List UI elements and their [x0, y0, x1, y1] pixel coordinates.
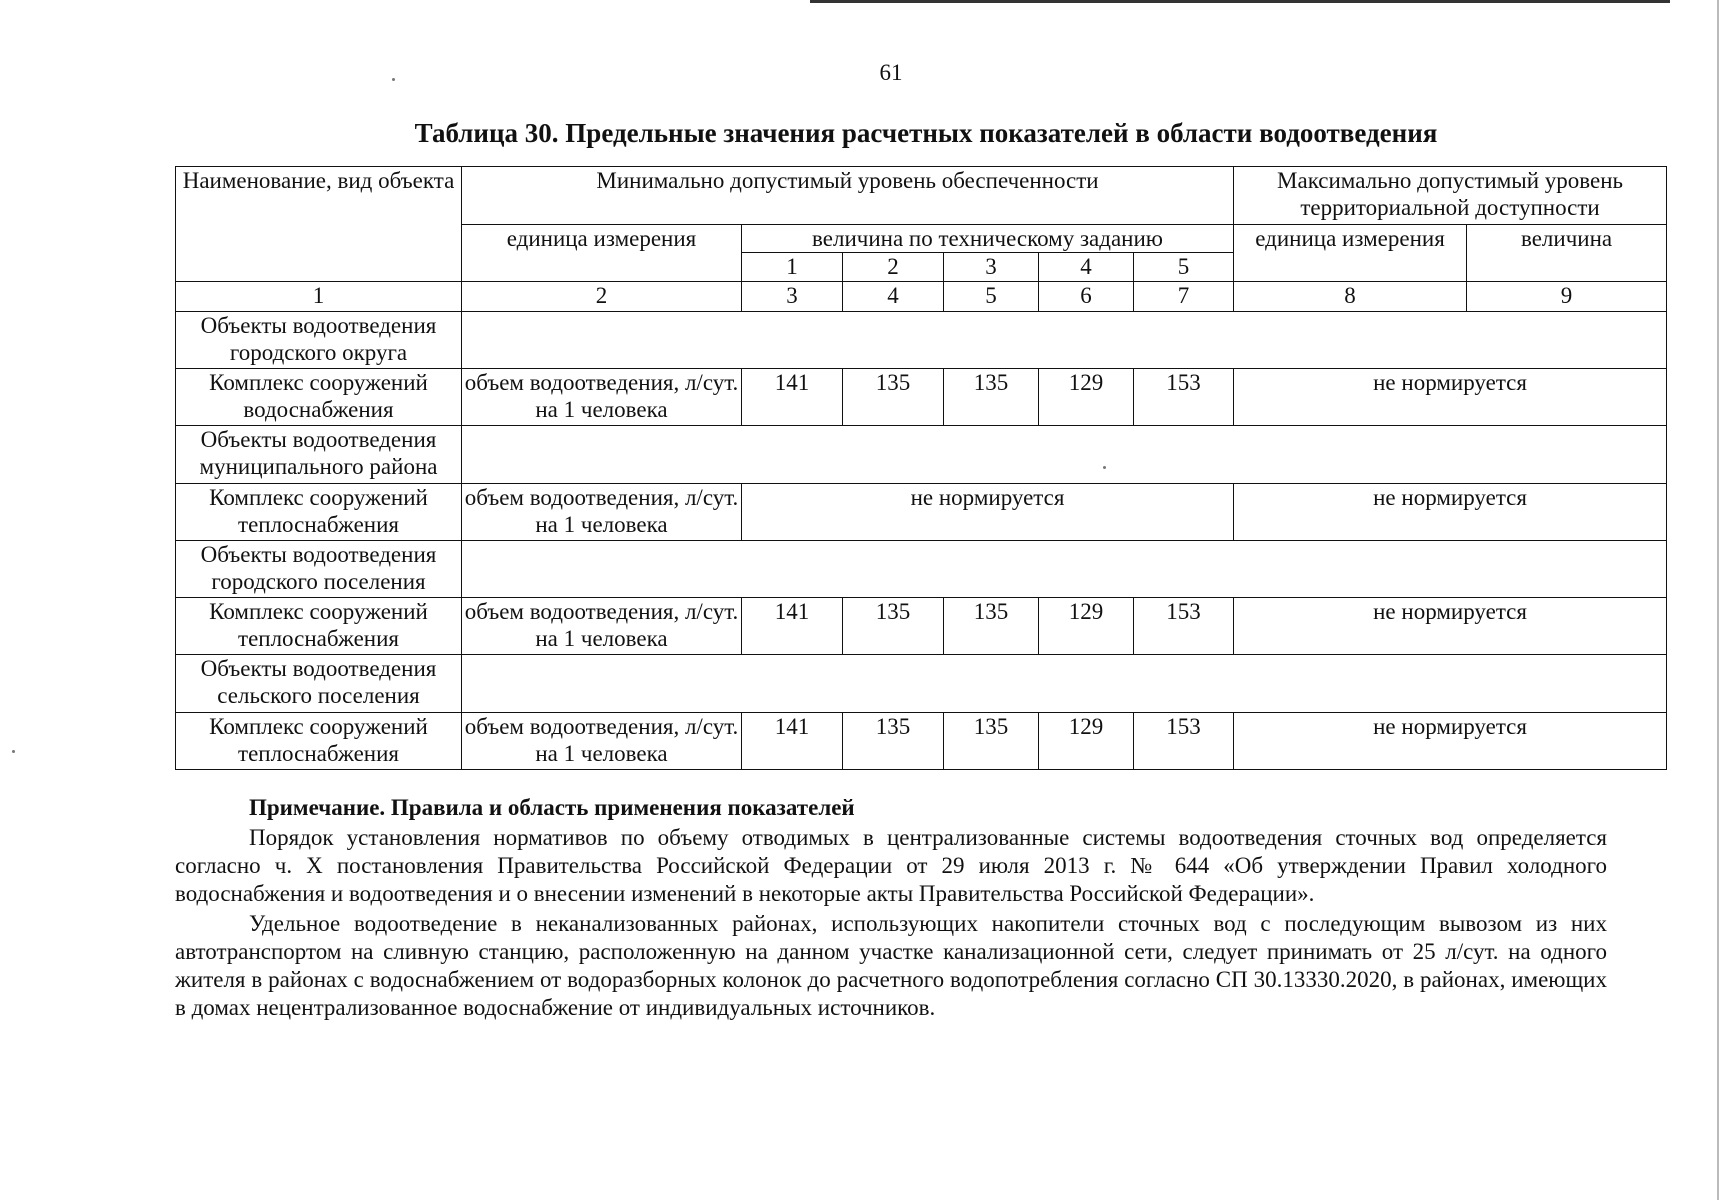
scan-speck — [12, 750, 15, 753]
note-paragraph: Порядок установления нормативов по объему отводимых в централизованные системы водоотведения сточных вод определяется согласно ч. X постановления Правительства Российской Федерации от 29 июля 2013 г. № 644 «Об утверждении Правил холодного водоснабжения и водоотведения и о внесении изменений в некоторые акты Правительства Российской Федерации». — [175, 825, 1607, 906]
value-cell: 135 — [843, 368, 944, 425]
group-empty-cell — [462, 655, 1667, 712]
group-row — [176, 655, 1667, 712]
object-name: Комплекс сооружений теплоснабжения — [176, 598, 462, 655]
table-row — [176, 368, 1667, 425]
group-name: Объекты водоотведения городского поселения — [176, 540, 462, 597]
group-name: Объекты водоотведения сельского поселения — [176, 655, 462, 712]
group-empty-cell — [462, 426, 1667, 483]
value-cell: 153 — [1134, 712, 1234, 769]
value-cell: 129 — [1039, 598, 1134, 655]
group-row — [176, 426, 1667, 483]
table-row — [176, 483, 1667, 540]
value-cell: 153 — [1134, 598, 1234, 655]
max-note: не нормируется — [1234, 483, 1667, 540]
value-cell: 135 — [944, 598, 1039, 655]
column-numbers-row — [176, 281, 1667, 311]
max-note: не нормируется — [1234, 712, 1667, 769]
unit-cell: объем водоотведения, л/сут. на 1 человека — [462, 598, 742, 655]
col-number: 2 — [462, 281, 742, 311]
table-row — [176, 712, 1667, 769]
scan-top-edge — [810, 0, 1670, 3]
unit-cell: объем водоотведения, л/сут. на 1 человека — [462, 712, 742, 769]
sub-col-3: 3 — [944, 253, 1039, 281]
value-cell: 135 — [843, 712, 944, 769]
sub-col-1: 1 — [742, 253, 843, 281]
group-name: Объекты водоотведения муниципального района — [176, 426, 462, 483]
scan-right-edge — [1717, 0, 1719, 1200]
value-cell: 135 — [843, 598, 944, 655]
table-title: Таблица 30. Предельные значения расчетных показателей в области водоотведения — [414, 118, 1438, 148]
header-unit: единица измерения — [462, 225, 742, 281]
sub-col-4: 4 — [1039, 253, 1134, 281]
group-empty-cell — [462, 540, 1667, 597]
sub-col-2: 2 — [843, 253, 944, 281]
unit-cell: объем водоотведения, л/сут. на 1 человека — [462, 368, 742, 425]
header-row-1 — [176, 167, 1667, 225]
col-number: 6 — [1039, 281, 1134, 311]
page-number: 61 — [879, 60, 903, 85]
col-number: 5 — [944, 281, 1039, 311]
object-name: Комплекс сооружений теплоснабжения — [176, 483, 462, 540]
group-row — [176, 540, 1667, 597]
min-note: не нормируется — [742, 483, 1234, 540]
group-empty-cell — [462, 311, 1667, 368]
col-number: 3 — [742, 281, 843, 311]
object-name: Комплекс сооружений теплоснабжения — [176, 712, 462, 769]
note-title: Примечание. Правила и область применения показателей — [249, 795, 855, 820]
max-note: не нормируется — [1234, 368, 1667, 425]
standards-table — [175, 166, 1667, 770]
header-unit-max: единица измерения — [1234, 225, 1467, 281]
header-value-spec: величина по техническому заданию — [742, 225, 1234, 253]
object-name: Комплекс сооружений водоснабжения — [176, 368, 462, 425]
value-cell: 153 — [1134, 368, 1234, 425]
group-row — [176, 311, 1667, 368]
value-cell: 141 — [742, 598, 843, 655]
col-number: 4 — [843, 281, 944, 311]
col-number: 7 — [1134, 281, 1234, 311]
header-name-type: Наименование, вид объекта — [176, 167, 462, 282]
header-min-level: Минимально допустимый уровень обеспеченности — [462, 167, 1234, 225]
value-cell: 141 — [742, 712, 843, 769]
value-cell: 135 — [944, 368, 1039, 425]
value-cell: 129 — [1039, 712, 1134, 769]
header-max-level: Максимально допустимый уровень территориальной доступности — [1234, 167, 1667, 225]
value-cell: 141 — [742, 368, 843, 425]
col-number: 9 — [1467, 281, 1667, 311]
table-row — [176, 598, 1667, 655]
note-paragraph: Удельное водоотведение в неканализованных районах, использующих накопители сточных вод с последующим вывозом из них автотранспортом на сливную станцию, расположенную на данном участке канализационной сети, следует принимать от 25 л/сут. на одного жителя в районах с водоснабжением от водоразборных колонок до расчетного водопотребления согласно СП 30.13330.2020, в районах, имеющих в домах нецентрализованное водоснабжение от индивидуальных источников. — [175, 911, 1607, 1020]
value-cell: 135 — [944, 712, 1039, 769]
header-value-max: величина — [1467, 225, 1667, 281]
value-cell: 129 — [1039, 368, 1134, 425]
unit-cell: объем водоотведения, л/сут. на 1 человека — [462, 483, 742, 540]
col-number: 1 — [176, 281, 462, 311]
group-name: Объекты водоотведения городского округа — [176, 311, 462, 368]
col-number: 8 — [1234, 281, 1467, 311]
sub-col-5: 5 — [1134, 253, 1234, 281]
max-note: не нормируется — [1234, 598, 1667, 655]
